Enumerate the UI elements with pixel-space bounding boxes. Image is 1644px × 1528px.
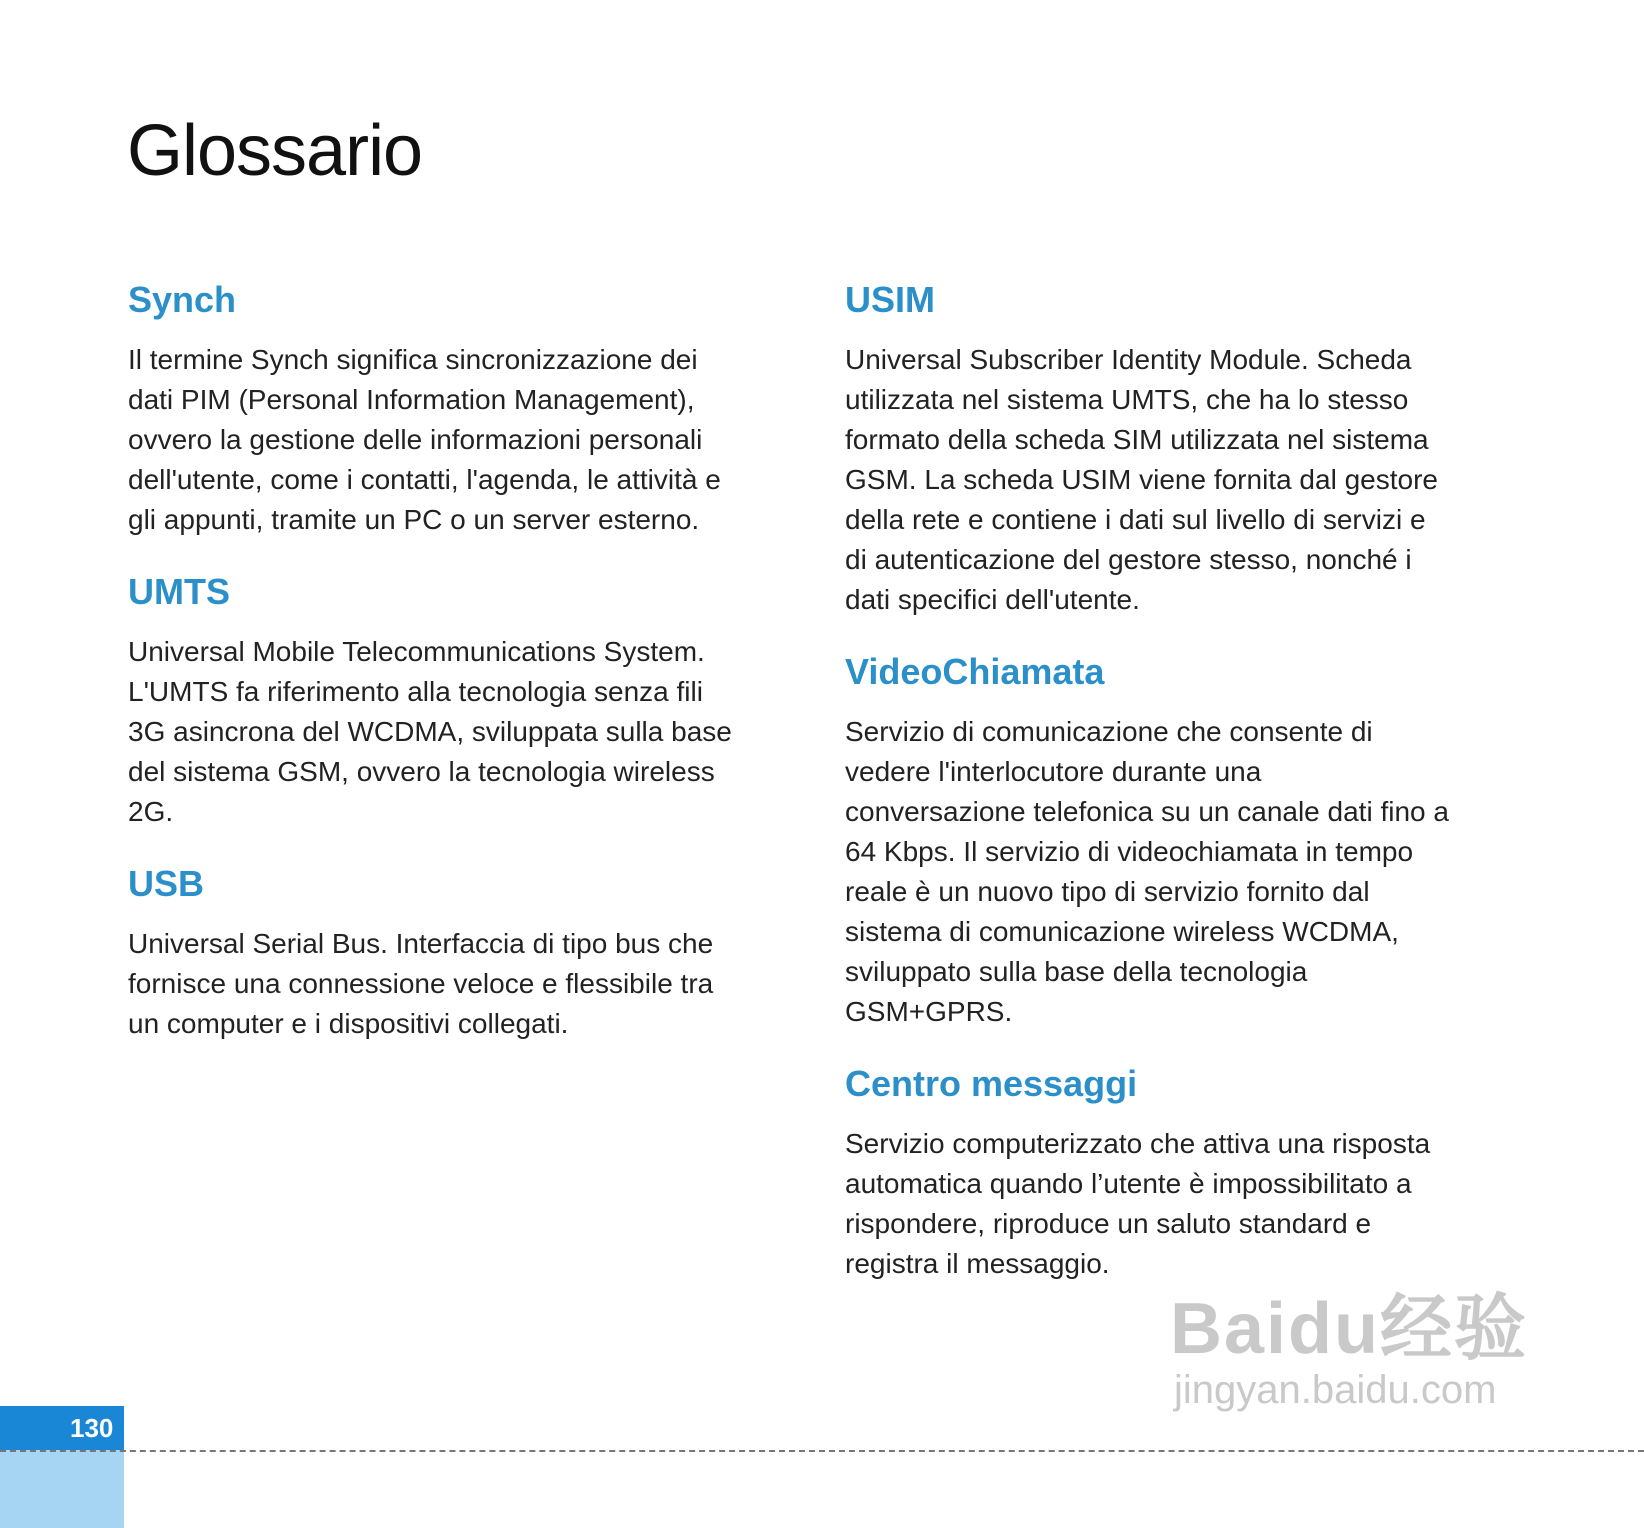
dashed-divider	[0, 1450, 1644, 1452]
glossary-term: USB	[128, 863, 205, 904]
watermark-url: jingyan.baidu.com	[1174, 1368, 1497, 1412]
glossary-definition: Universal Serial Bus. Interfaccia di tipo bus che fornisce una connessione veloce e flessibile tra un computer e i dispositivi collegati.	[128, 928, 714, 1039]
glossary-term: UMTS	[128, 571, 230, 612]
glossary-entry	[128, 278, 788, 540]
glossary-definition: Servizio di comunicazione che consente di vedere l'interlocutore durante una conversazione telefonica su un canale dati fino a 64 Kbps. Il servizio di videochiamata in tempo reale è un nuovo tipo di servizio fornito dal sistema di comunicazione wireless WCDMA, sviluppato sulla base della tecnologia GSM+GPRS.	[845, 716, 1449, 1027]
glossary-definition: Servizio computerizzato che attiva una risposta automatica quando l’utente è impossibilitato a rispondere, riproduce un saluto standard e registra il messaggio.	[845, 1128, 1431, 1279]
glossary-entry	[845, 1062, 1525, 1284]
glossary-definition: Il termine Synch significa sincronizzazione dei dati PIM (Personal Information Management), ovvero la gestione delle informazioni personali dell'utente, come i contatti, l'agenda, le attività e gli appunti, tramite un PC o un server esterno.	[128, 344, 721, 535]
glossary-right-column	[845, 278, 1525, 1314]
glossary-entry	[128, 862, 788, 1044]
glossary-left-column	[128, 278, 788, 1074]
glossary-entry	[845, 650, 1525, 1032]
baidu-watermark	[1170, 1290, 1528, 1412]
page-number: 130	[0, 1406, 124, 1450]
glossary-entry	[128, 570, 788, 832]
glossary-definition: Universal Subscriber Identity Module. Scheda utilizzata nel sistema UMTS, che ha lo stesso formato della scheda SIM utilizzata nel sistema GSM. La scheda USIM viene fornita dal gestore della rete e contiene i dati sul livello di servizi e di autenticazione del gestore stesso, nonché i dati specifici dell'utente.	[845, 344, 1438, 615]
glossary-definition: Universal Mobile Telecommunications System. L'UMTS fa riferimento alla tecnologia senza fili 3G asincrona del WCDMA, sviluppata sulla base del sistema GSM, ovvero la tecnologia wireless 2G.	[128, 636, 732, 827]
glossary-term: Synch	[128, 279, 237, 320]
glossary-entry	[845, 278, 1525, 620]
watermark-logo: Baidu经验	[1170, 1289, 1529, 1369]
glossary-term: Centro messaggi	[845, 1063, 1138, 1104]
glossary-term: USIM	[845, 279, 935, 320]
glossary-term: VideoChiamata	[845, 651, 1105, 692]
page-title: Glossario	[127, 111, 423, 191]
